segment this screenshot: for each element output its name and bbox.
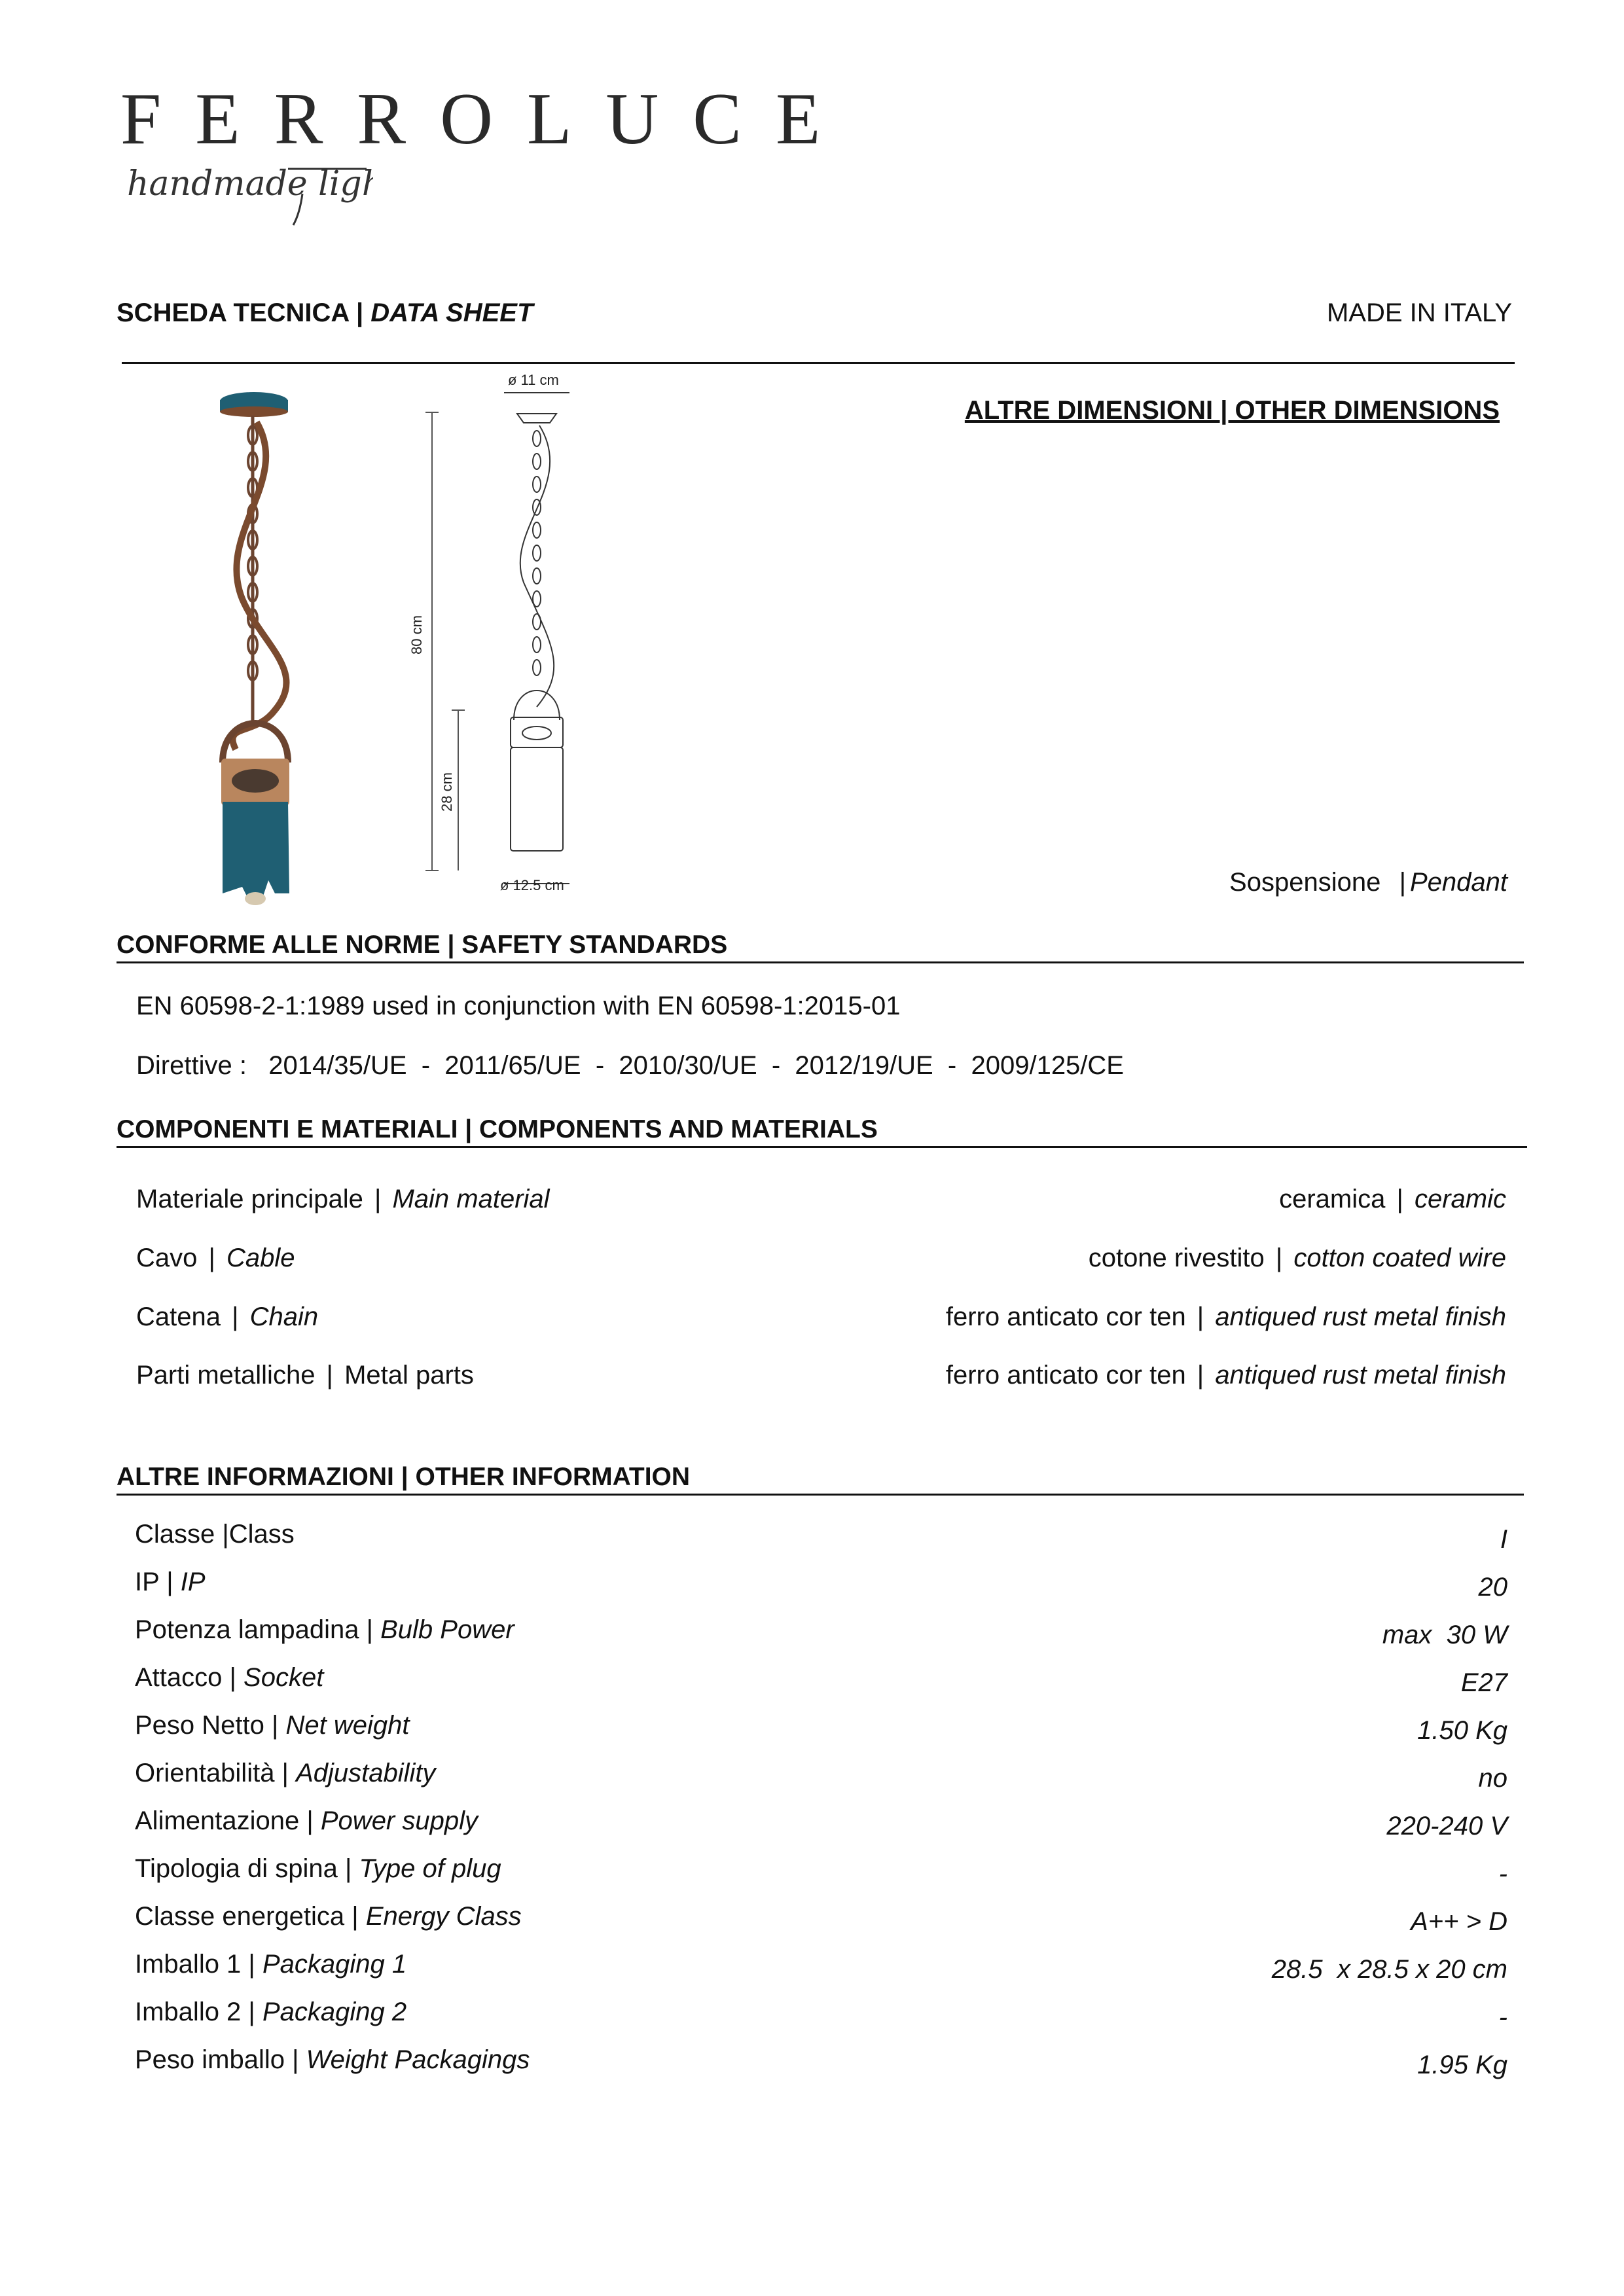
info-label-en: Packaging 2 (262, 1998, 407, 2026)
info-label: Tipologia di spina | Type of plug (135, 1854, 501, 1883)
info-label: Orientabilità | Adjustability (135, 1759, 436, 1787)
info-label-it: Imballo 1 (135, 1950, 242, 1979)
other-info-heading: ALTRE INFORMAZIONI | OTHER INFORMATION (117, 1463, 691, 1491)
info-value: 220-240 V (1386, 1812, 1507, 1840)
info-label: Peso Netto | Net weight (135, 1711, 410, 1740)
info-label-en: Socket (244, 1663, 324, 1692)
component-value-en: ceramic (1414, 1185, 1506, 1213)
datasheet-title-it: SCHEDA TECNICA (117, 298, 349, 327)
info-label-en: Net weight (285, 1711, 410, 1740)
component-value-en: cotton coated wire (1293, 1244, 1506, 1272)
info-label: Imballo 1 | Packaging 1 (135, 1950, 407, 1979)
info-label-it: Tipologia di spina (135, 1854, 338, 1883)
components-divider (117, 1146, 1527, 1148)
brand-tagline-text: handmade light (127, 164, 373, 204)
component-value-en: antiqued rust metal finish (1215, 1302, 1506, 1331)
product-type-en: Pendant (1409, 868, 1507, 897)
info-value: E27 (1460, 1668, 1507, 1697)
component-value-en: antiqued rust metal finish (1215, 1361, 1506, 1390)
datasheet-title-en: DATA SHEET (370, 298, 533, 327)
product-photo (177, 383, 327, 910)
info-label-it: Alimentazione (135, 1806, 300, 1835)
info-value: - (1498, 2003, 1507, 2032)
component-value: ceramica | ceramic (1279, 1185, 1506, 1213)
component-label: Parti metalliche | Metal parts (136, 1361, 474, 1390)
info-label: Attacco | Socket (135, 1663, 324, 1692)
info-label-it: Classe energetica (135, 1902, 345, 1931)
info-label-en: Type of plug (359, 1854, 501, 1883)
safety-divider (117, 961, 1524, 963)
made-in-italy: MADE IN ITALY (1326, 298, 1512, 327)
header-divider (122, 362, 1515, 364)
info-value: 20 (1478, 1573, 1507, 1602)
product-type-it: Sospensione (1229, 868, 1381, 897)
info-label-it: Imballo 2 (135, 1998, 242, 2026)
safety-directives: Direttive : 2014/35/UE - 2011/65/UE - 2010/30/UE - 2012/19/UE - 2009/125/CE (136, 1051, 1124, 1080)
component-value: ferro anticato cor ten | antiqued rust metal finish (945, 1302, 1506, 1331)
component-label-it: Catena (136, 1302, 221, 1331)
info-label-it: IP (135, 1568, 160, 1596)
info-label-en: IP (180, 1568, 206, 1596)
component-value-it: cotone rivestito (1088, 1244, 1265, 1272)
info-label: Classe energetica | Energy Class (135, 1902, 522, 1931)
other-info-divider (117, 1494, 1524, 1496)
technical-drawing (406, 367, 622, 920)
component-value-it: ferro anticato cor ten (945, 1361, 1186, 1390)
component-label-en: Main material (392, 1185, 550, 1213)
lamp-ceramic-body (223, 802, 289, 900)
dim-body-height: 28 cm (439, 772, 455, 812)
component-label-en: Metal parts (344, 1361, 474, 1390)
info-value: 1.50 Kg (1417, 1716, 1507, 1745)
component-value-it: ceramica (1279, 1185, 1386, 1213)
component-label: Catena | Chain (136, 1302, 319, 1331)
info-value: A++ > D (1411, 1907, 1507, 1936)
safety-standards-heading: CONFORME ALLE NORME | SAFETY STANDARDS (117, 931, 728, 959)
info-label-en: Adjustability (296, 1759, 436, 1787)
info-label: IP | IP (135, 1568, 206, 1596)
info-label-en: Power supply (320, 1806, 478, 1835)
product-type: Sospensione | Pendant (1229, 868, 1507, 897)
brand-logo-tagline (124, 157, 373, 232)
datasheet-title: SCHEDA TECNICA | DATA SHEET (117, 298, 533, 327)
dim-total-height: 80 cm (408, 615, 425, 655)
component-label: Materiale principale | Main material (136, 1185, 550, 1213)
component-value: ferro anticato cor ten | antiqued rust metal finish (945, 1361, 1506, 1390)
info-value: - (1498, 1859, 1507, 1888)
component-label-it: Parti metalliche (136, 1361, 316, 1390)
info-value: 28.5 x 28.5 x 20 cm (1271, 1955, 1507, 1984)
dim-top-diameter: ø 11 cm (508, 372, 559, 388)
info-label: Potenza lampadina | Bulb Power (135, 1615, 514, 1644)
component-label: Cavo | Cable (136, 1244, 295, 1272)
cable (232, 422, 286, 749)
other-dimensions-heading: ALTRE DIMENSIONI | OTHER DIMENSIONS (964, 396, 1500, 425)
component-label-it: Cavo (136, 1244, 198, 1272)
component-label-en: Chain (249, 1302, 319, 1331)
brand-logo-wordmark: FERROLUCE (120, 79, 855, 160)
info-value: no (1478, 1764, 1507, 1793)
info-label-it: Orientabilità (135, 1759, 275, 1787)
info-value: 1.95 Kg (1417, 2051, 1507, 2079)
info-label-it: Peso Netto (135, 1711, 264, 1740)
safety-standard-en: EN 60598-2-1:1989 used in conjunction with EN 60598-1:2015-01 (136, 992, 901, 1020)
component-value-it: ferro anticato cor ten (945, 1302, 1186, 1331)
info-label: Imballo 2 | Packaging 2 (135, 1998, 407, 2026)
info-value: I (1500, 1525, 1507, 1554)
info-label: Classe |Class (135, 1520, 295, 1549)
dim-bottom-diameter: ø 12.5 cm (500, 877, 564, 893)
components-heading: COMPONENTI E MATERIALI | COMPONENTS AND MATERIALS (117, 1115, 878, 1143)
info-label: Alimentazione | Power supply (135, 1806, 478, 1835)
info-label-it: Potenza lampadina (135, 1615, 359, 1644)
info-label-it: Attacco (135, 1663, 223, 1692)
info-value: max 30 W (1382, 1621, 1507, 1649)
component-label-it: Materiale principale (136, 1185, 363, 1213)
info-label: Peso imballo | Weight Packagings (135, 2045, 530, 2074)
info-label-en: Packaging 1 (262, 1950, 407, 1979)
info-label-en: Energy Class (365, 1902, 522, 1931)
component-value: cotone rivestito | cotton coated wire (1088, 1244, 1506, 1272)
info-label-en: Class (228, 1520, 295, 1549)
info-label-en: Weight Packagings (306, 2045, 530, 2074)
info-label-it: Peso imballo (135, 2045, 285, 2074)
info-label-en: Bulb Power (380, 1615, 514, 1644)
info-label-it: Classe (135, 1520, 215, 1549)
component-label-en: Cable (226, 1244, 295, 1272)
